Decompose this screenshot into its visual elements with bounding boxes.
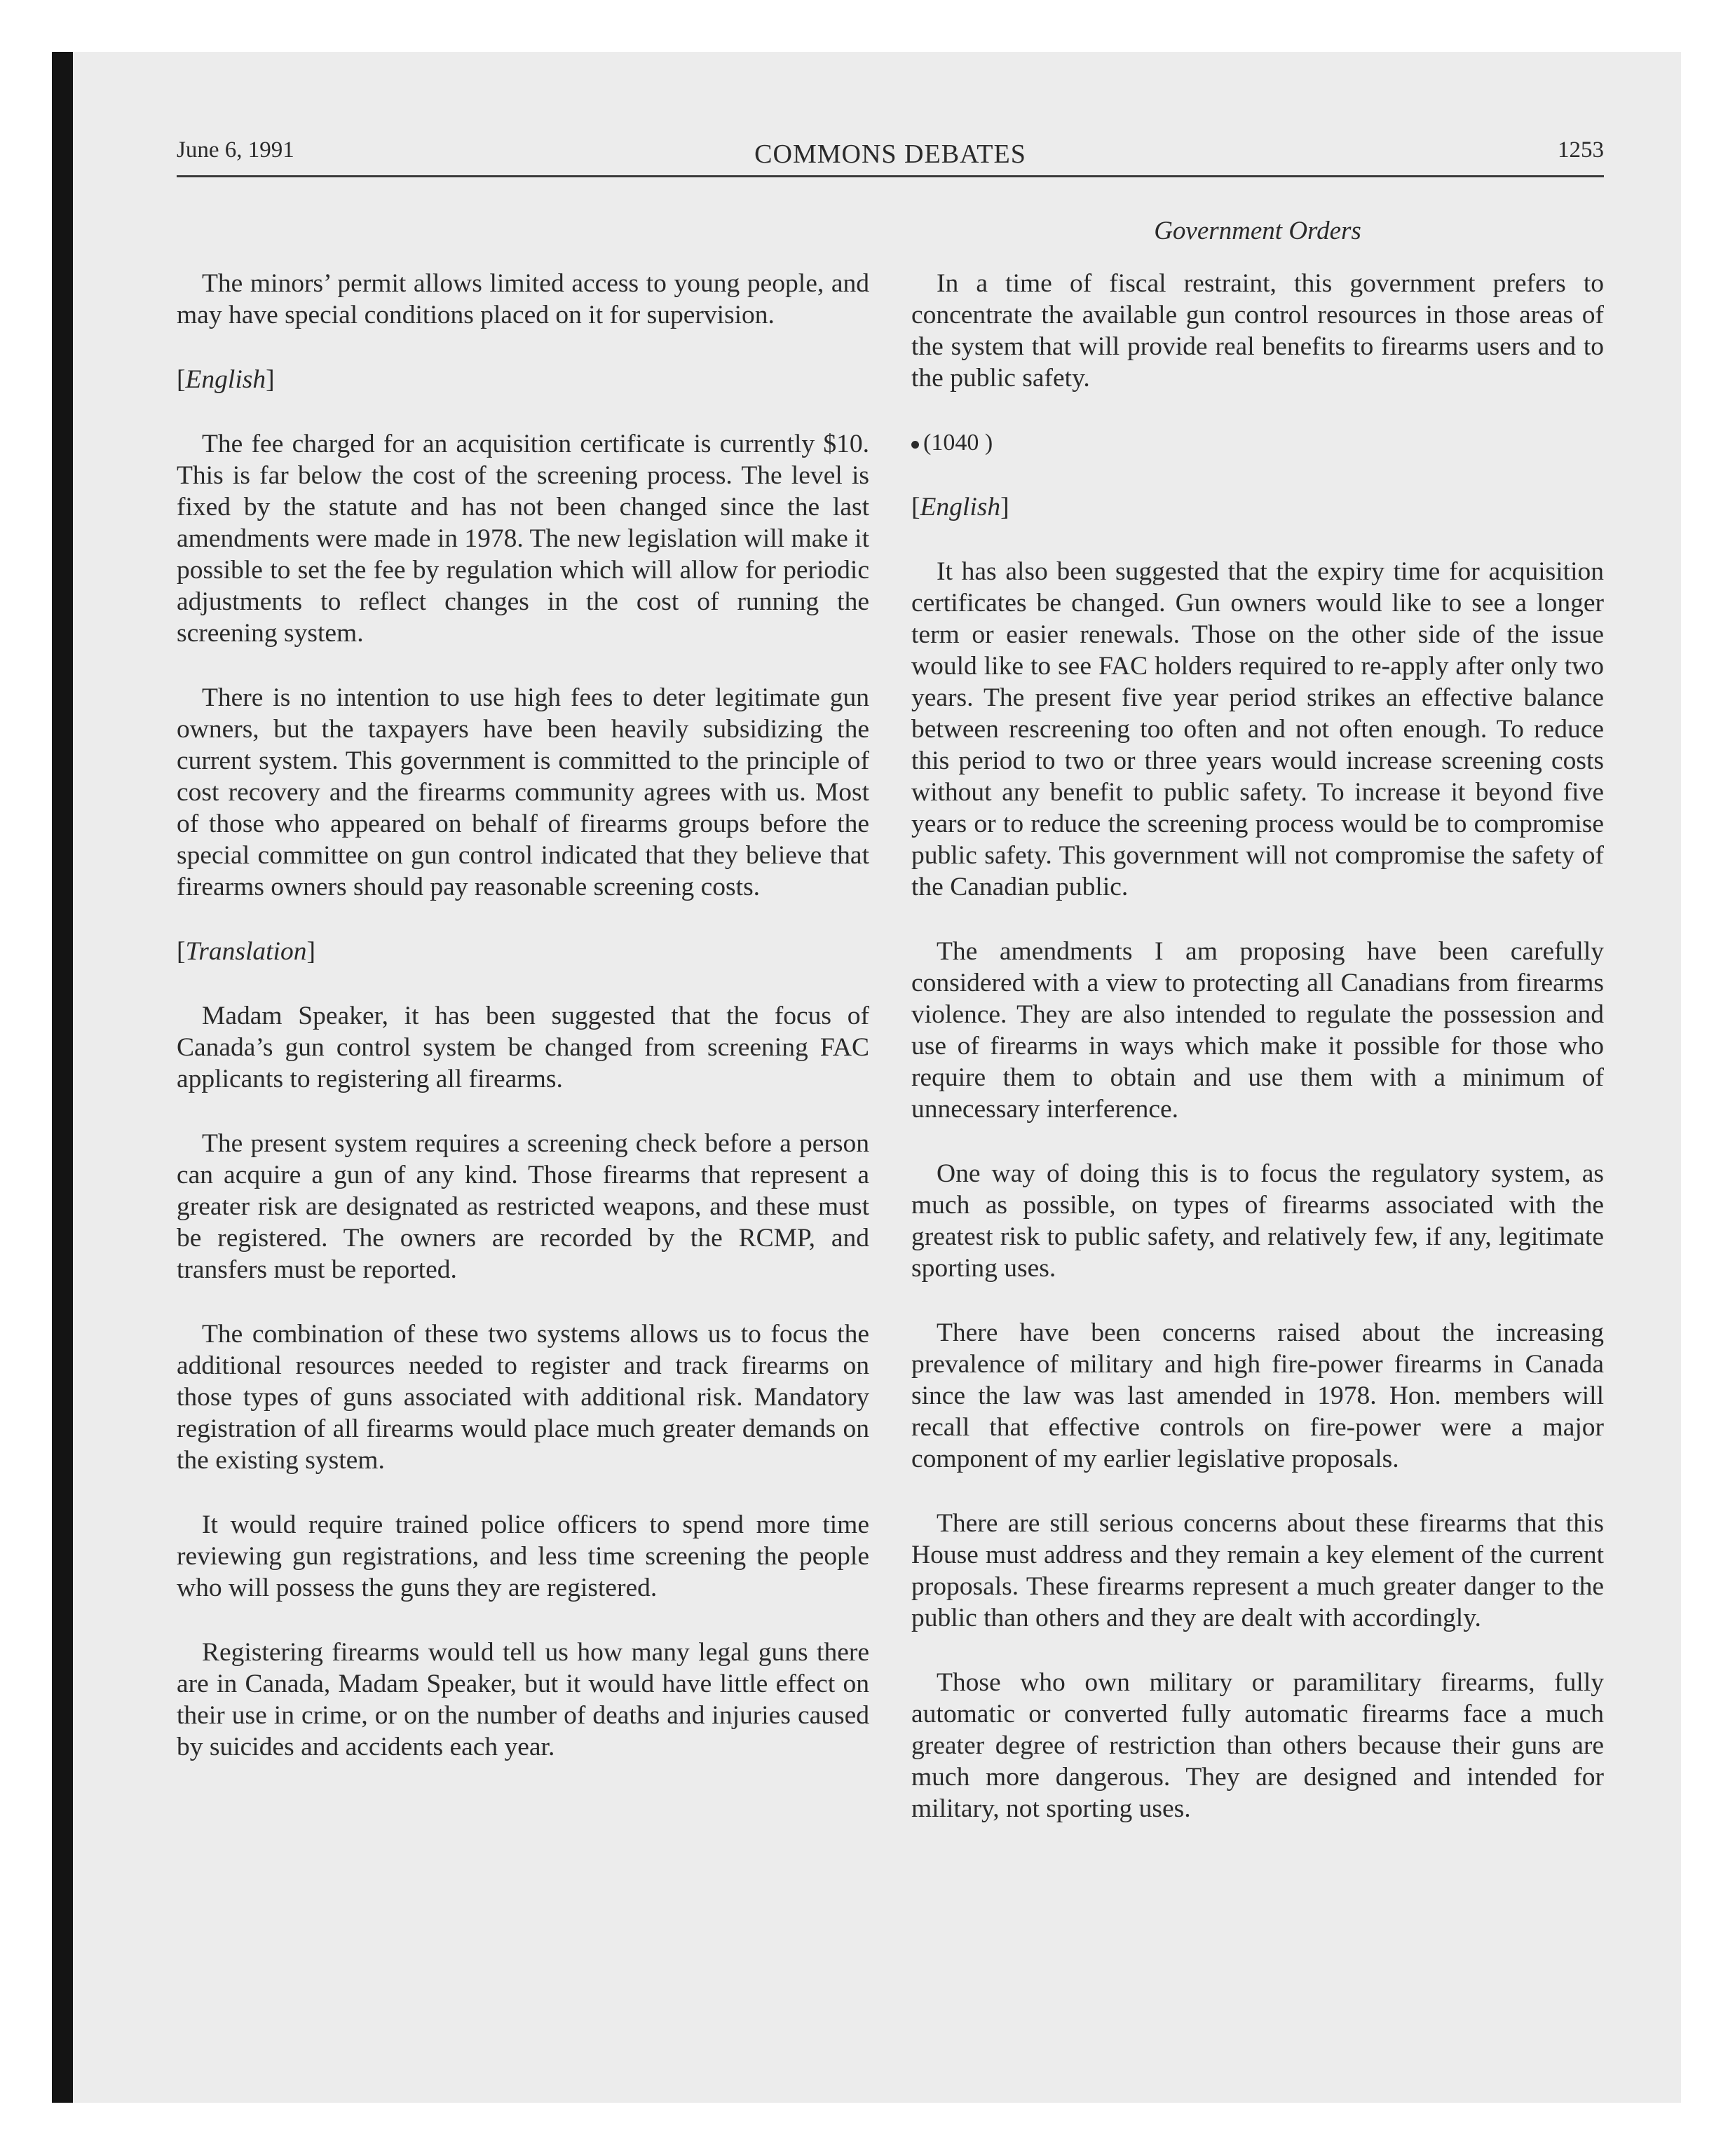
paragraph: There have been concerns raised about the increasing prevalence of military and high fire-power firearms in Canada since the law was last amended in 1978. Hon. members will recall that effective controls on fire-power were a major component of my earlier legislative proposals. — [911, 1318, 1604, 1473]
paragraph: The present system requires a screening check before a person can acquire a gun of any kind. Those firearms that represent a greater risk are designated as restricted weapons, and these must be registered. The owners are recorded by the RCMP, and transfers must be reported. — [177, 1129, 869, 1284]
page-header — [177, 137, 1604, 179]
scan-edge-shadow — [52, 52, 73, 2103]
time-marker — [911, 427, 1604, 458]
paragraph: The fee charged for an acquisition certificate is currently $10. This is far below the cost of the screening process. The level is fixed by the statute and has not been changed since the last amendments were made in 1978. The new legislation will make it possible to set the fee by regulation which will allow for periodic adjustments to reflect changes in the cost of running the screening system. — [177, 430, 869, 648]
left-column — [177, 268, 869, 1796]
page-number: 1253 — [1558, 137, 1604, 163]
paragraph: There are still serious concerns about these firearms that this House must address and they remain a key element of the current proposals. These firearms represent a much greater danger to the public than others and they are dealt with accordingly. — [911, 1509, 1604, 1632]
time-stamp: (1040 ) — [923, 430, 993, 456]
paragraph: There is no intention to use high fees to deter legitimate gun owners, but the taxpayers have been heavily subsidizing the current system. This government is committed to the principle of cost recovery and the firearms community agrees with us. Most of those who appeared on behalf of firearms groups before the special committee on gun control indicated that they believe that firearms owners should pay reasonable screening costs. — [177, 683, 869, 901]
paragraph: The combination of these two systems allows us to focus the additional resources needed to register and track firearms on those types of guns associated with additional risk. Mandatory registration of all firearms would place much greater demands on the existing system. — [177, 1320, 869, 1475]
bullet-icon — [911, 441, 919, 449]
paragraph: Registering firearms would tell us how many legal guns there are in Canada, Madam Speaker, but it would have little effect on their use in crime, or on the number of deaths and injuries caused by suicides and accidents each year. — [177, 1638, 869, 1761]
paragraph: One way of doing this is to focus the regulatory system, as much as possible, on types of firearms associated with the greatest risk to public safety, and relatively few, if any, legitimate sporting uses. — [911, 1159, 1604, 1283]
paragraph: Those who own military or paramilitary firearms, fully automatic or converted fully automatic firearms face a much greater degree of restriction than others because their guns are much more dangerous. They are designed and intended for military, not sporting uses. — [911, 1668, 1604, 1823]
paragraph: The amendments I am proposing have been carefully considered with a view to protecting all Canadians from firearms violence. They are also intended to regulate the possession and use of firearms in ways which make it possible for those who require them to obtain and use them with a minimum of unnecessary interference. — [911, 937, 1604, 1124]
language-marker: [English] — [911, 493, 1009, 521]
paragraph: The minors’ permit allows limited access to young people, and may have special conditions placed on it for supervision. — [177, 269, 869, 329]
language-label: English — [920, 493, 1001, 521]
paragraph: It would require trained police officers to spend more time reviewing gun registrations, and less time screening the people who will possess the guns they are registered. — [177, 1510, 869, 1602]
header-date: June 6, 1991 — [177, 137, 294, 163]
header-rule — [177, 175, 1604, 177]
section-label: Government Orders — [1154, 217, 1361, 245]
paragraph: Madam Speaker, it has been suggested that the focus of Canada’s gun control system be changed from screening FAC applicants to registering all firearms. — [177, 1002, 869, 1093]
header-title: COMMONS DEBATES — [754, 139, 1026, 169]
language-marker: [English] — [177, 365, 275, 394]
paragraph: It has also been suggested that the expiry time for acquisition certificates be changed. Gun owners would like to see a longer term or easier renewals. Those on the other side of the issue would like to see FAC holders required to re-apply after only two years. The present five year period strikes an effective balance between rescreening too often and not often enough. To reduce this period to two or three years would increase screening costs without any benefit to public safety. To increase it beyond five years or to reduce the screening process would be to compromise public safety. This government will not compromise the safety of the Canadian public. — [911, 557, 1604, 901]
language-label: English — [185, 365, 266, 394]
language-label: Translation — [185, 937, 307, 966]
paragraph: In a time of fiscal restraint, this government prefers to concentrate the available gun control resources in those areas of the system that will provide real benefits to firearms users and to the public safety. — [911, 269, 1604, 393]
right-column — [911, 268, 1604, 1857]
language-marker: [Translation] — [177, 937, 315, 966]
